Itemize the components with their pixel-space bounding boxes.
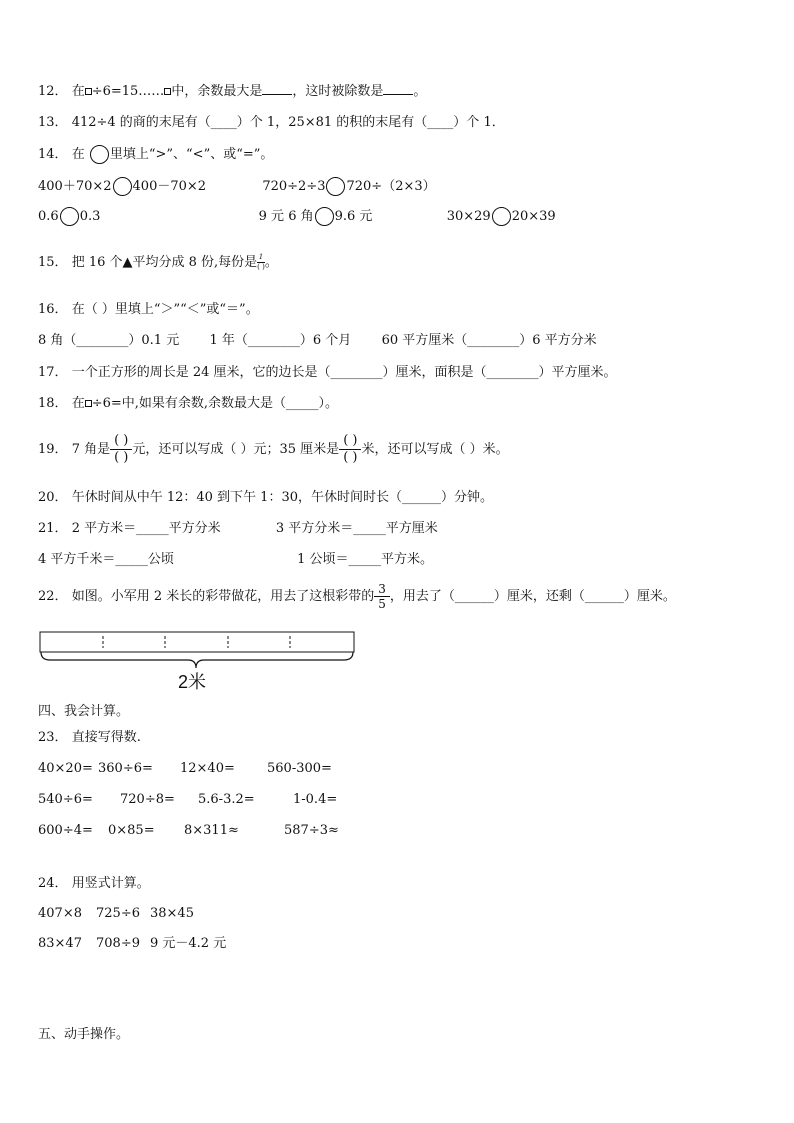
compare-circle[interactable]	[60, 207, 79, 226]
fraction: $\frac{1}{( )}$	[257, 253, 265, 271]
question-number: 22．	[38, 589, 68, 604]
question-14-row-2: 0.6 0.3 9 元 6 角 9.6 元 30×29 20×39	[38, 209, 556, 224]
question-16	[38, 301, 259, 319]
calc-row: 83×47 708÷9 9 元－4.2 元	[38, 936, 227, 951]
question-23	[38, 729, 141, 747]
question-number: 16．	[38, 302, 68, 317]
blank-square-icon	[85, 88, 92, 95]
question-title: 用竖式计算。	[71, 876, 150, 891]
question-number: 21．	[38, 521, 68, 536]
question-title: 直接写得数.	[71, 730, 141, 745]
compare-circle[interactable]	[315, 207, 334, 226]
calc-row: 540÷6= 720÷8= 5.6-3.2= 1-0.4=	[38, 792, 338, 807]
question-19: 19． 7 角是 $\frac{( )}{( )}$ 元，还可以写成（ ）元；35 厘米是 $\frac{( )}{( )}$ 米，还可以写成（ ）米。	[38, 433, 509, 465]
question-24	[38, 875, 150, 893]
question-12: 12． 在 ÷6=15…… 中，余数最大是 ，这时被除数是 。	[38, 84, 427, 99]
question-number: 19．	[38, 442, 68, 457]
blank-square-icon	[85, 400, 92, 407]
section-4-heading: 四、我会计算。	[38, 704, 130, 719]
calc-row: 600÷4= 0×85= 8×311≈ 587÷3≈	[38, 823, 339, 838]
question-16-items: 8 角（________）0.1 元 1 年（________）6 个月 60 平方厘米（________）6 平方分米	[38, 333, 597, 348]
question-number: 13．	[38, 115, 68, 130]
question-text: 午休时间从中午 12：40 到下午 1：30，午休时间时长（______）分钟。	[71, 490, 493, 505]
answer-blank[interactable]	[383, 82, 413, 95]
question-21-row-2: 4 平方千米＝_____公顷 1 公顷＝_____平方米。	[38, 552, 434, 567]
question-text: 一个正方形的周长是 24 厘米，它的边长是（________）厘米，面积是（________）平方厘米。	[71, 365, 617, 380]
fraction-blank[interactable]: $\frac{( )}{( )}$	[110, 433, 132, 466]
ribbon-length-label: 2米	[178, 672, 207, 692]
question-number: 18．	[38, 396, 68, 411]
ribbon-diagram	[38, 628, 358, 698]
question-18: 18． 在 ÷6=中,如果有余数,余数最大是（_____）。	[38, 396, 339, 411]
calc-row: 407×8 725÷6 38×45	[38, 906, 194, 921]
fraction: $\frac{3}{5}$	[374, 582, 390, 611]
question-number: 12．	[38, 84, 68, 99]
section-5-heading: 五、动手操作。	[38, 1027, 130, 1042]
question-number: 24．	[38, 876, 68, 891]
question-text: 在（ ）里填上“＞”“＜”或“＝”。	[71, 302, 259, 317]
question-number: 14．	[38, 147, 68, 162]
question-15: 15． 把 16 个▲平均分成 8 份,每份是 $\frac{1}{( )}$ 。	[38, 253, 278, 271]
calc-row: 40×20= 360÷6= 12×40= 560-300=	[38, 761, 332, 776]
fraction-blank[interactable]: $\frac{( )}{( )}$	[339, 433, 361, 466]
question-number: 20．	[38, 490, 68, 505]
question-number: 15．	[38, 255, 68, 270]
compare-circle[interactable]	[326, 177, 345, 196]
question-17	[38, 364, 617, 382]
question-text: 412÷4 的商的末尾有（____）个 1，25×81 的积的末尾有（____）个 1．	[71, 115, 505, 130]
question-number: 23．	[38, 730, 68, 745]
brace	[41, 652, 353, 668]
answer-blank[interactable]	[262, 82, 292, 95]
question-14-row-1: 400＋70×2 400－70×2 720÷2÷3 720÷（2×3）	[38, 179, 436, 194]
compare-circle[interactable]	[113, 177, 132, 196]
question-21-row-1: 21． 2 平方米＝_____平方分米 3 平方分米＝_____平方厘米	[38, 521, 438, 536]
compare-circle[interactable]	[492, 207, 511, 226]
question-13	[38, 114, 505, 132]
question-20	[38, 489, 493, 507]
question-22: 22． 如图。小军用 2 米长的彩带做花，用去了这根彩带的 $\frac{3}{5}$ ，用去了（______）厘米，还剩（______）厘米。	[38, 582, 676, 611]
question-14: 14． 在 里填上“>”、“<”、或“=”。	[38, 147, 274, 162]
compare-circle-icon	[90, 145, 109, 164]
question-number: 17．	[38, 365, 68, 380]
ribbon-bar	[40, 632, 354, 652]
